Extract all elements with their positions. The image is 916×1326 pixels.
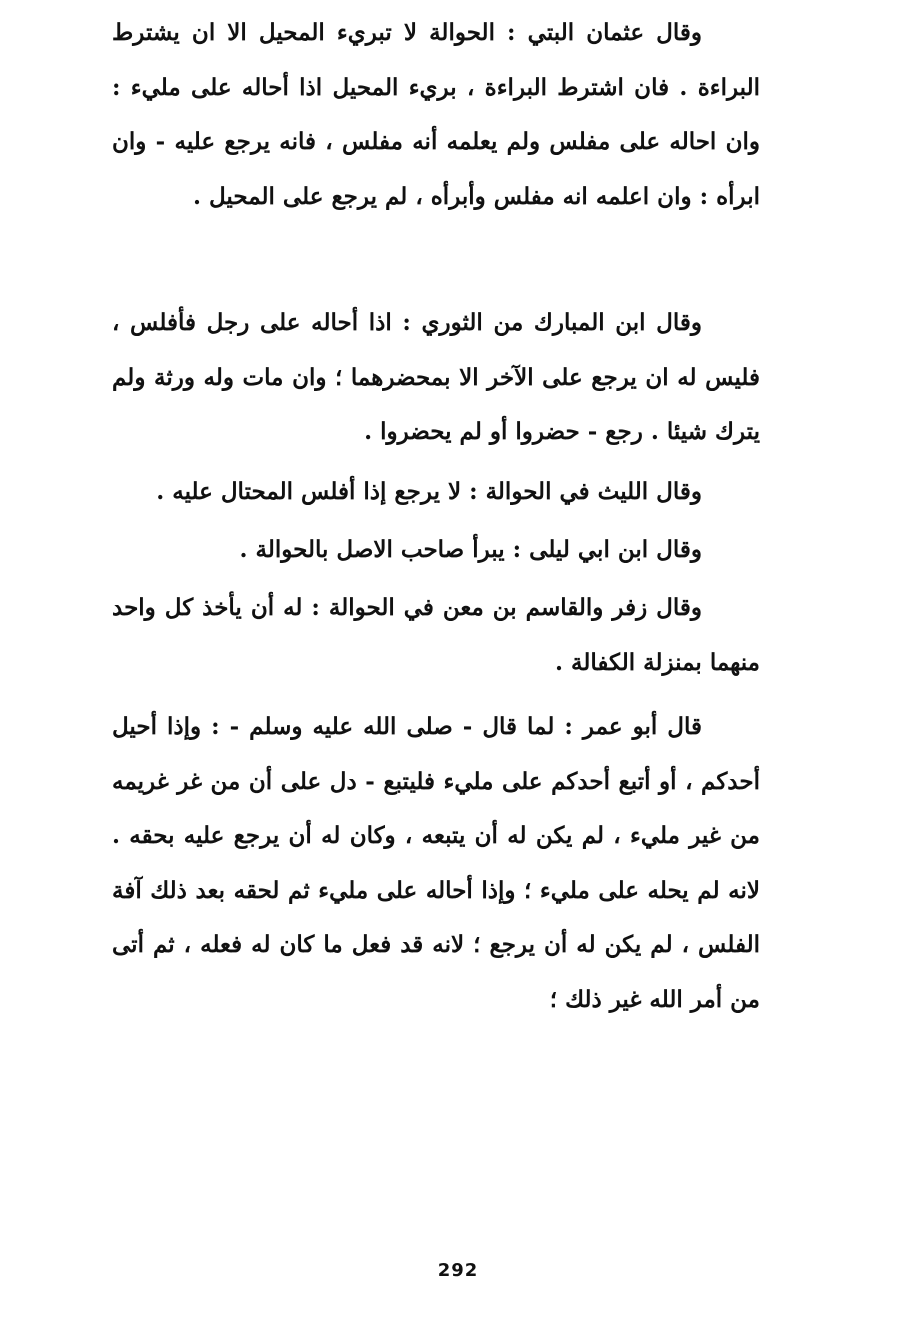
text-block-5 — [112, 581, 760, 690]
paragraph-zufar: وقال زفر والقاسم بن معن في الحوالة : له أن يأخذ كل واحد منهما بمنزلة الكفالة . — [112, 594, 760, 676]
paragraph-ibn-al-mubarak: وقال ابن المبارك من الثوري : اذا أحاله على رجل فأفلس ، فليس له ان يرجع على الآخر الا بمحضرهما ؛ وان مات وله ورثة ولم يترك شيئا . رجع - حضروا أو لم يحضروا . — [112, 309, 760, 445]
paragraph-al-layth: وقال الليث في الحوالة : لا يرجع إذا أفلس المحتال عليه . — [156, 478, 702, 505]
text-block-2 — [112, 296, 760, 460]
text-block-4 — [112, 523, 760, 578]
page-number: 292 — [437, 1260, 479, 1281]
paragraph-uthman-al-batti: وقال عثمان البتي : الحوالة لا تبريء المحيل الا ان يشترط البراءة . فان اشترط البراءة ، بريء المحيل اذا أحاله على مليء : وان احاله على مفلس ولم يعلمه أنه مفلس ، فانه يرجع عليه - وان ابرأه : وان اعلمه انه مفلس وأبرأه ، لم يرجع على المحيل . — [112, 19, 760, 210]
text-block-6 — [112, 700, 760, 1027]
paragraph-ibn-abi-layla: وقال ابن ابي ليلى : يبرأ صاحب الاصل بالحوالة . — [239, 536, 702, 563]
paragraph-abu-umar: قال أبو عمر : لما قال - صلى الله عليه وسلم - : وإذا أحيل أحدكم ، أو أتبع أحدكم على مليء فليتبع - دل على أن من غر غريمه من غير مليء ، لم يكن له أن يتبعه ، وكان له أن يرجع عليه بحقه . لانه لم يحله على مليء ؛ وإذا أحاله على مليء ثم لحقه بعد ذلك آفة الفلس ، لم يكن له أن يرجع ؛ لانه قد فعل ما كان له فعله ، ثم أتى من أمر الله غير ذلك ؛ — [112, 713, 760, 1013]
text-block-3 — [112, 465, 760, 520]
